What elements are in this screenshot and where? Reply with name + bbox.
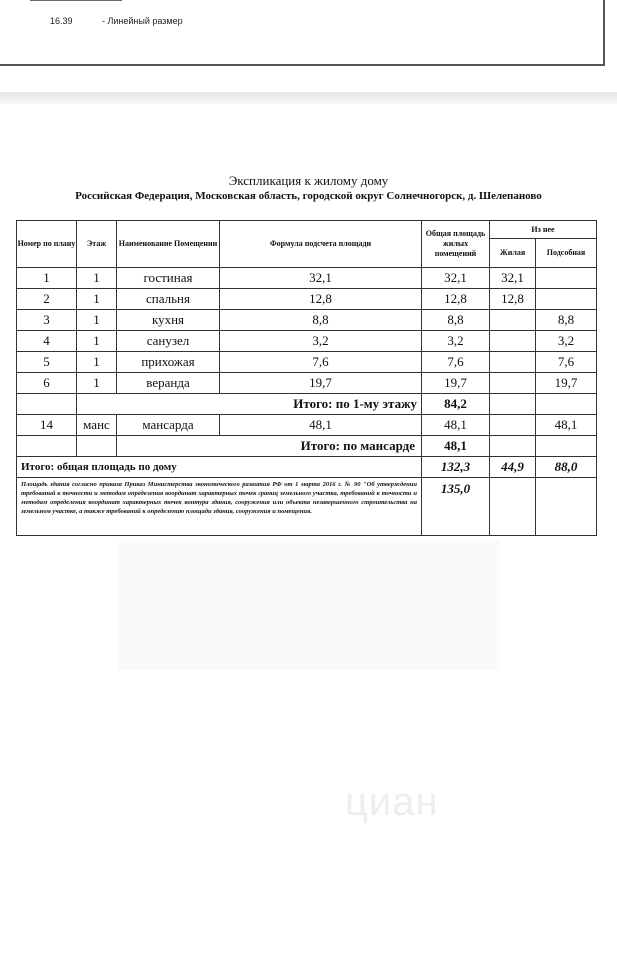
document-title: Экспликация к жилому дому: [228, 173, 389, 188]
cell-living: 12,8: [490, 289, 536, 310]
cell-formula: 32,1: [220, 268, 422, 289]
header-floor: Этаж: [77, 221, 117, 268]
table-row: [17, 331, 597, 352]
subtotal-floor1-label: Итого: по 1-му этажу: [77, 394, 422, 415]
cell-name: спальня: [117, 289, 220, 310]
cell-num: 14: [17, 415, 77, 436]
cell-total: 3,2: [422, 331, 490, 352]
cell-total: 32,1: [422, 268, 490, 289]
cell-formula: 19,7: [220, 373, 422, 394]
cell-name: гостиная: [117, 268, 220, 289]
grand-total-row: [17, 457, 597, 478]
cell-num: 2: [17, 289, 77, 310]
grand-total-label: Итого: общая площадь по дому: [17, 457, 422, 478]
cell-aux: [536, 289, 597, 310]
empty-cell: [77, 436, 117, 457]
cell-living: [490, 415, 536, 436]
cell-total: 48,1: [422, 415, 490, 436]
cell-floor: 1: [77, 373, 117, 394]
header-row: [17, 221, 597, 239]
faded-overlay: [118, 540, 500, 670]
header-num: Номер по плану: [17, 221, 77, 268]
cell-name: прихожая: [117, 352, 220, 373]
table-row: [17, 352, 597, 373]
cell-formula: 3,2: [220, 331, 422, 352]
empty-cell: [17, 394, 77, 415]
header-aux: Подсобная: [536, 239, 597, 268]
cell-name: кухня: [117, 310, 220, 331]
subtotal-floor1-value: 84,2: [422, 394, 490, 415]
cell-total: 12,8: [422, 289, 490, 310]
cell-total: 8,8: [422, 310, 490, 331]
header-total: Общая площадь жилых помещений: [422, 221, 490, 268]
table-row: [17, 373, 597, 394]
header-of-which: Из нее: [490, 221, 597, 239]
header-name: Наименование Помещении: [117, 221, 220, 268]
cell-aux: 48,1: [536, 415, 597, 436]
header-formula: Формула подсчета площади: [220, 221, 422, 268]
cell-living: [490, 352, 536, 373]
table-row: [17, 310, 597, 331]
empty-cell: [490, 436, 536, 457]
cell-total: 7,6: [422, 352, 490, 373]
empty-cell: [17, 436, 77, 457]
cell-floor: 1: [77, 352, 117, 373]
header-living: Жилая: [490, 239, 536, 268]
cell-num: 4: [17, 331, 77, 352]
cell-formula: 12,8: [220, 289, 422, 310]
empty-cell: [536, 478, 597, 536]
table-row: [17, 289, 597, 310]
frame-tick-line: [30, 0, 122, 1]
cell-floor: 1: [77, 268, 117, 289]
area-note-value: 135,0: [422, 478, 490, 536]
cell-name: санузел: [117, 331, 220, 352]
cell-living: 32,1: [490, 268, 536, 289]
legend-code: 16.39: [50, 16, 73, 26]
cell-num: 1: [17, 268, 77, 289]
cian-watermark: циан: [345, 780, 439, 824]
cell-living: [490, 310, 536, 331]
cell-formula: 48,1: [220, 415, 422, 436]
cell-living: [490, 373, 536, 394]
cell-aux: 8,8: [536, 310, 597, 331]
table-row-attic: [17, 415, 597, 436]
empty-cell: [490, 478, 536, 536]
grand-total-value: 132,3: [422, 457, 490, 478]
cell-floor: 1: [77, 331, 117, 352]
cell-aux: [536, 268, 597, 289]
grand-total-living: 44,9: [490, 457, 536, 478]
cell-aux: 7,6: [536, 352, 597, 373]
document-subtitle: Российская Федерация, Московская область, городской округ Солнечногорск, д. Шелепаново: [75, 190, 542, 202]
cell-name: мансарда: [117, 415, 220, 436]
subtotal-attic-label: Итого: по мансарде: [117, 436, 422, 457]
cell-num: 3: [17, 310, 77, 331]
empty-cell: [490, 394, 536, 415]
cell-floor: 1: [77, 310, 117, 331]
explication-table: [16, 220, 597, 536]
cell-formula: 8,8: [220, 310, 422, 331]
note-row: [17, 478, 597, 536]
top-frame: [0, 0, 605, 66]
grand-total-aux: 88,0: [536, 457, 597, 478]
subtotal-attic-value: 48,1: [422, 436, 490, 457]
cell-formula: 7,6: [220, 352, 422, 373]
page-separator: [0, 92, 617, 104]
cell-total: 19,7: [422, 373, 490, 394]
subtotal-row-attic: [17, 436, 597, 457]
cell-aux: 19,7: [536, 373, 597, 394]
cell-floor: манс: [77, 415, 117, 436]
cell-floor: 1: [77, 289, 117, 310]
cell-aux: 3,2: [536, 331, 597, 352]
empty-cell: [536, 436, 597, 457]
legend-label: - Линейный размер: [102, 16, 183, 26]
cell-living: [490, 331, 536, 352]
cell-num: 5: [17, 352, 77, 373]
cell-num: 6: [17, 373, 77, 394]
area-note-text: Площадь здания согласно приказа Приказ Министерства экономического развития РФ от 1 марта 2016 г. № 90 "Об утверждении требований к точности и методам определения координат характерных точек границ земельного участка, требований к точности и методам определения координат характерных точек контура здания, сооружения или объекта незавершенного строительства на земельном участке, а также требований к определению площади здания, сооружения и помещения.: [17, 478, 422, 536]
subtotal-row-floor1: [17, 394, 597, 415]
empty-cell: [536, 394, 597, 415]
table-row: [17, 268, 597, 289]
cell-name: веранда: [117, 373, 220, 394]
